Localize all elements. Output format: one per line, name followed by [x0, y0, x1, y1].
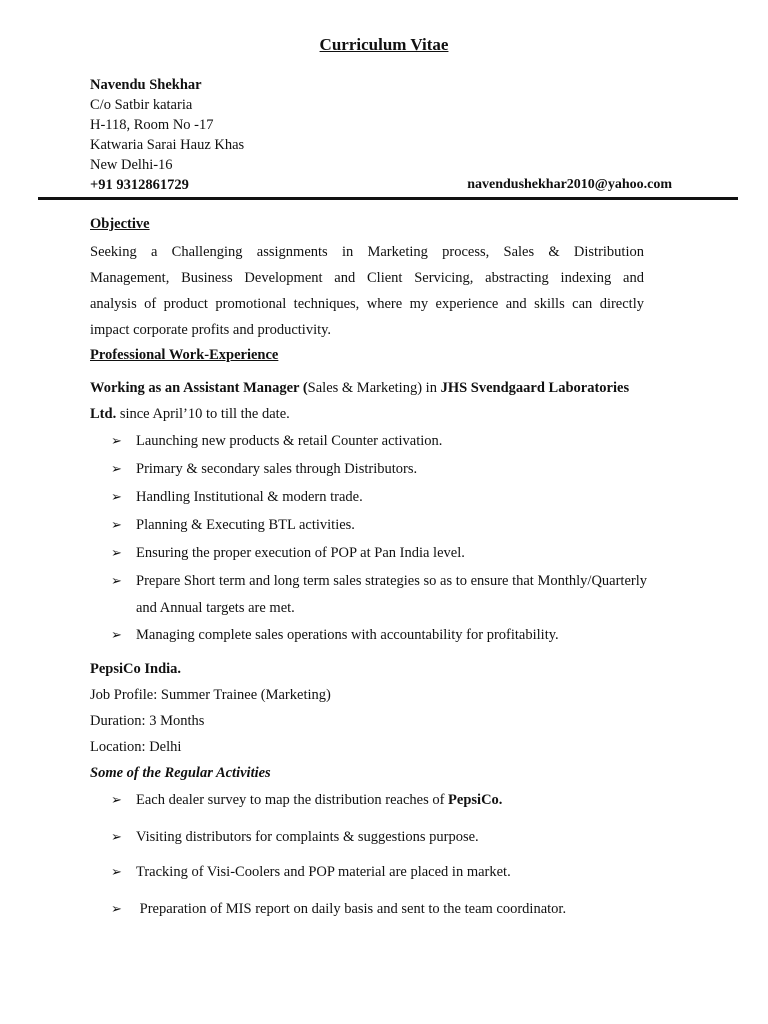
arrowhead-bullet-icon: ➢	[111, 462, 122, 477]
job1-role: Working as an Assistant Manager (	[90, 380, 308, 396]
job1-dates: since April’10 to till the date.	[116, 406, 290, 422]
address-line: H-118, Room No -17	[90, 117, 214, 133]
job1-bullet: Launching new products & retail Counter activation.	[136, 433, 443, 449]
job2-profile: Job Profile: Summer Trainee (Marketing)	[90, 687, 331, 703]
job1-title-line	[90, 380, 629, 397]
arrowhead-bullet-icon: ➢	[111, 490, 122, 505]
address-line: New Delhi-16	[90, 157, 173, 173]
phone-number: +91 9312861729	[90, 177, 189, 193]
objective-line: Seeking a Challenging assignments in Marketing process, Sales & Distribution	[90, 244, 644, 260]
objective-line: analysis of product promotional techniques, where my experience and skills can directly	[90, 296, 644, 312]
candidate-name: Navendu Shekhar	[90, 77, 202, 93]
job1-bullet: Prepare Short term and long term sales strategies so as to ensure that Monthly/Quarterly	[136, 573, 647, 589]
email-address: navendushekhar2010@yahoo.com	[467, 177, 672, 192]
objective-line: impact corporate profits and productivity.	[90, 322, 332, 338]
address-line: Katwaria Sarai Hauz Khas	[90, 137, 245, 153]
activity-item: Preparation of MIS report on daily basis and sent to the team coordinator.	[136, 901, 567, 917]
experience-heading: Professional Work-Experience	[90, 347, 279, 363]
activity-item: Visiting distributors for complaints & suggestions purpose.	[136, 829, 479, 845]
objective-heading: Objective	[90, 216, 150, 232]
job1-bullet: Planning & Executing BTL activities.	[136, 517, 355, 533]
activity-item	[136, 792, 502, 809]
arrowhead-bullet-icon: ➢	[111, 793, 122, 808]
arrowhead-bullet-icon: ➢	[111, 902, 122, 917]
job1-company-suffix: Ltd.	[90, 406, 117, 422]
header-divider	[38, 197, 738, 200]
arrowhead-bullet-icon: ➢	[111, 830, 122, 845]
arrowhead-bullet-icon: ➢	[111, 546, 122, 561]
arrowhead-bullet-icon: ➢	[111, 434, 122, 449]
arrowhead-bullet-icon: ➢	[111, 574, 122, 589]
document-title: Curriculum Vitae	[319, 35, 449, 54]
job1-bullet: Primary & secondary sales through Distributors.	[136, 461, 418, 477]
activity-company: PepsiCo.	[448, 792, 503, 808]
address-line: C/o Satbir kataria	[90, 97, 193, 113]
job1-bullet: Ensuring the proper execution of POP at Pan India level.	[136, 545, 465, 561]
job2-location: Location: Delhi	[90, 739, 182, 755]
job1-company: JHS Svendgaard Laboratories	[440, 380, 630, 396]
job1-bullet-continuation: and Annual targets are met.	[136, 600, 295, 616]
job1-date-line	[90, 406, 290, 423]
job2-company: PepsiCo India.	[90, 661, 182, 677]
activity-item: Tracking of Visi-Coolers and POP material are placed in market.	[136, 864, 511, 880]
job1-bullet: Handling Institutional & modern trade.	[136, 489, 363, 505]
activity-text: Each dealer survey to map the distribution reaches of	[136, 792, 449, 808]
arrowhead-bullet-icon: ➢	[111, 865, 122, 880]
objective-line: Management, Business Development and Client Servicing, abstracting indexing and	[90, 270, 644, 286]
activities-heading: Some of the Regular Activities	[90, 765, 271, 781]
job1-dept: Sales & Marketing) in	[307, 380, 441, 396]
objective-paragraph	[90, 239, 644, 343]
arrowhead-bullet-icon: ➢	[111, 628, 122, 643]
job2-duration: Duration: 3 Months	[90, 713, 205, 729]
arrowhead-bullet-icon: ➢	[111, 518, 122, 533]
job1-bullet: Managing complete sales operations with accountability for profitability.	[136, 627, 559, 643]
